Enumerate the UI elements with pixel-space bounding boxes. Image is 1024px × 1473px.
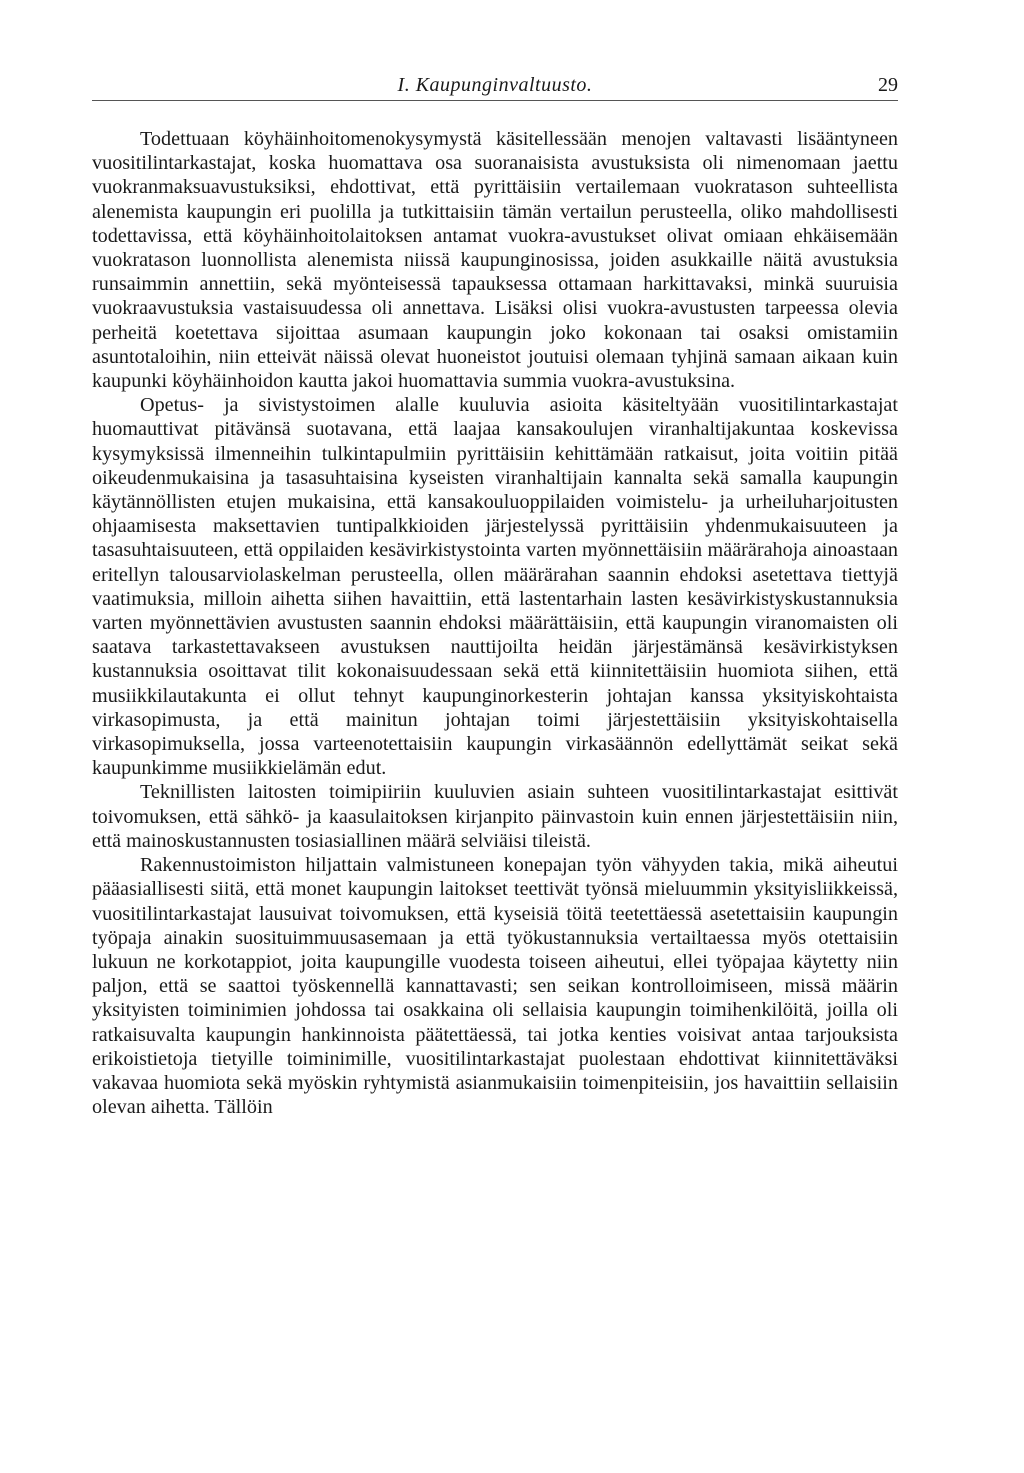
paragraph-education: Opetus- ja sivistystoimen alalle kuuluvia asioita käsiteltyään vuositilintarkastajat huomauttivat pitävänsä suotavana, että laajaa kansakoulujen viranhaltijakuntaa koskevissa kysymyksissä ilmenneihin tulkintapulmiin pyrittäisiin kehittämään ratkaisut, joita voitiin pitää oikeudenmukaisina ja tasasuhtaisina kyseisten viranhaltijain kannalta sekä samalla kaupungin käytännöllisten etujen mukaisina, että kansakouluoppilaiden voimistelu- ja urheiluharjoitusten ohjaamisesta maksettavien tuntipalkkioiden järjestelyssä pyrittäisiin yhdenmukaisuuteen ja tasasuhtaisuuteen, että oppilaiden kesävirkistystointa varten myönnettäisiin määrärahoja ainoastaan eritellyn talousarviolaskelman perusteella, ollen määrärahan saannin ehdoksi asetettava tiettyjä vaatimuksia, milloin aihetta siihen havaittiin, että lastentarhain lasten kesävirkistyskustannuksia varten myönnettävien avustusten saannin ehdoksi määrättäisiin, että kaupungin viranomaisten oli saatava tarkastettavakseen avustuksen nauttijoilta heidän järjestämänsä kesävirkistyksen kustannuksia osoittavat tilit kokonaisuudessaan sekä että kiinnitettäisiin huomiota siihen, että musiikkilautakunta ei ollut tehnyt kaupunginorkesterin johtajan kanssa yksityiskohtaista virkasopimusta, ja että mainitun johtajan toimi järjestettäisiin yksityiskohtaisella virkasopimuksella, jossa varteenotettaisiin kaupungin virkasäännön edellyttämät seikat sekä kaupunkimme musiikkielämän edut. — [92, 394, 898, 780]
body-text — [92, 127, 898, 1119]
running-title: I. Kaupunginvaltuusto. — [397, 74, 593, 96]
paragraph-technical-works: Teknillisten laitosten toimipiiriin kuuluvien asiain suhteen vuositilintarkastajat esittivät toivomuksen, että sähkö- ja kaasulaitoksen kirjanpito päinvastoin kuin ennen järjestettäisiin niin, että mainoskustannusten tosiasiallinen määrä selviäisi tileistä. — [92, 781, 898, 852]
paragraph-construction-office: Rakennustoimiston hiljattain valmistuneen konepajan työn vähyyden takia, mikä aiheutui pääasiallisesti siitä, että monet kaupungin laitokset teettivät työnsä mieluummin yksityisliikkeissä, vuositilintarkastajat lausuivat toivomuksen, että kyseisiä töitä teetettäessä asetettaisiin kaupungin työpaja ainakin suosituimmuusasemaan ja että työkustannuksia vertailtaessa myös otettaisiin lukuun ne korkotappiot, joita kaupungille vuodesta toiseen aiheutui, ellei työpajaa käytetty niin paljon, että se saattoi työskennellä kannattavasti; sen seikan kontrolloimiseen, missä määrin yksityisten toiminimien johdossa tai osakkaina oli sellaisia kaupungin toimihenkilöitä, joilla oli ratkaisuvalta kaupungin hankinnoista päätettäessä, tai jotka kenties voisivat antaa tarjouksista erikoistietoja tietyille toiminimille, vuositilintarkastajat puolestaan ehdottivat kiinnitettäväksi vakavaa huomiota sekä myöskin ryhtymistä asianmukaisiin toimenpiteisiin, jos havaittiin sellaisiin olevan aihetta. Tällöin — [92, 854, 898, 1119]
running-header — [92, 70, 898, 101]
page-number: 29 — [878, 74, 898, 96]
document-page — [92, 70, 898, 1119]
paragraph-poor-relief: Todettuaan köyhäinhoitomenokysymystä käsitellessään menojen valtavasti lisääntyneen vuositilintarkastajat, koska huomattava osa suoranaisista avustuksista oli nimenomaan jaettu vuokranmaksuavustuksiksi, ehdottivat, että pyrittäisiin vertailemaan vuokratason suhteellista alenemista kaupungin eri puolilla ja tutkittaisiin tämän vertailun perusteella, oliko mahdollisesti todettavissa, että köyhäinhoitolaitoksen antamat vuokra-avustukset olivat omiaan ehkäisemään vuokratason luonnollista alenemista niissä kaupunginosissa, joiden asukkaille näitä avustuksia runsaimmin annettiin, sekä myönteisessä tapauksessa ottamaan harkittavaksi, minkä suuruisia vuokraavustuksia vastaisuudessa oli annettava. Lisäksi olisi vuokra-avustusten tarpeessa olevia perheitä koetettava sijoittaa asumaan kaupungin joko kokonaan tai osaksi omistamiin asuntotaloihin, niin etteivät näissä olevat huoneistot joutuisi olemaan tyhjinä samaan aikaan kuin kaupunki köyhäinhoidon kautta jakoi huomattavia summia vuokra-avustuksina. — [92, 128, 898, 393]
